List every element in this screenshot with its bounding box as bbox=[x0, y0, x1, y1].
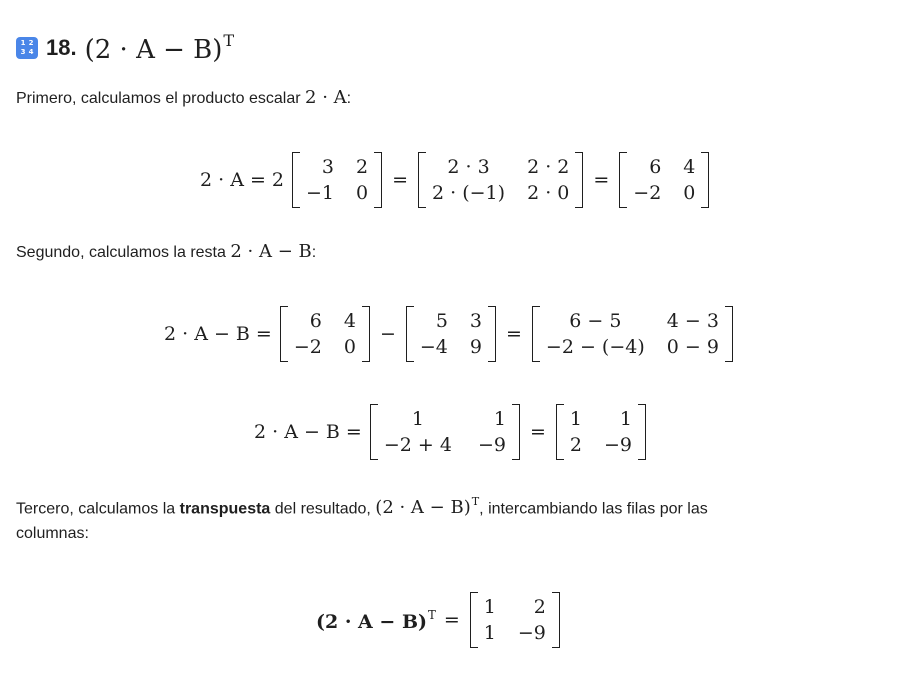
equation-simplified: 2 · A − B = 1 1 −2 + 4 −9 = 1 1 2 −9 bbox=[254, 404, 648, 460]
matrix-b: 5 3 −4 9 bbox=[406, 306, 496, 362]
matrix-a: 3 2 −1 0 bbox=[292, 152, 382, 208]
inline-math: 2 · A bbox=[305, 87, 347, 108]
matrix-result: 1 1 2 −9 bbox=[556, 404, 646, 460]
inline-math: $(2 \cdot A - B)^T$ bbox=[375, 495, 480, 519]
heading-expression: $(2 \cdot A - B)^T$ bbox=[84, 30, 235, 66]
inline-math: 2 · A − B bbox=[230, 241, 312, 262]
transpose-lhs: $(2 \cdot A - B)^T$ bbox=[316, 607, 436, 633]
matrix-2a: 6 4 −2 0 bbox=[280, 306, 370, 362]
matrix-2a: 6 4 −2 0 bbox=[619, 152, 709, 208]
bold-term: transpuesta bbox=[179, 500, 271, 518]
heading-number: 18. bbox=[46, 35, 77, 60]
equation-transpose: $(2 \cdot A - B)^T$ = 1 2 1 −9 bbox=[316, 592, 562, 648]
matrix-transpose: 1 2 1 −9 bbox=[470, 592, 560, 648]
paragraph-step-2: Segundo, calculamos la resta 2 · A − B: bbox=[16, 241, 317, 262]
paragraph-step-1: Primero, calculamos el producto escalar 2 · A: bbox=[16, 87, 352, 108]
section-heading bbox=[16, 26, 234, 70]
paragraph-step-3: Tercero, calculamos la transpuesta del resultado, $(2 \cdot A - B)^T$, intercambiando las filas por las bbox=[16, 495, 708, 519]
numbers-icon: 1 2 3 4 bbox=[16, 37, 38, 59]
matrix-multiplied: 2 · 3 2 · 2 2 · (−1) 2 · 0 bbox=[418, 152, 583, 208]
matrix-difference: 6 − 5 4 − 3 −2 − (−4) 0 − 9 bbox=[532, 306, 733, 362]
equation-subtraction: 2 · A − B = 6 4 −2 0 − 5 3 −4 9 = 6 − 5 4 − 3 −2 − (−4) 0 − 9 bbox=[164, 306, 735, 362]
equation-scalar-product: 2 · A = 2 3 2 −1 0 = 2 · 3 2 · 2 2 · (−1) 2 · 0 = 6 4 −2 0 bbox=[200, 152, 711, 208]
matrix-partial: 1 1 −2 + 4 −9 bbox=[370, 404, 520, 460]
paragraph-step-3-continued: columnas: bbox=[16, 525, 89, 542]
